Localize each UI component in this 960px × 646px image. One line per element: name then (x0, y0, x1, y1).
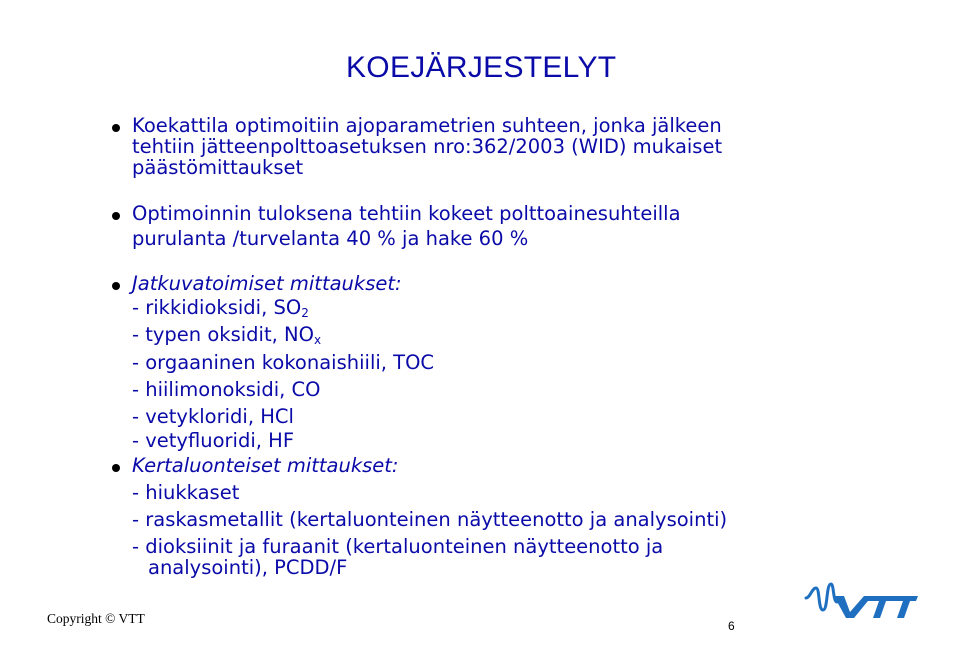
slide-title: KOEJÄRJESTELYT (346, 51, 617, 84)
measurement-item: - raskasmetallit (kertaluonteinen näytteenotto ja analysointi) (132, 508, 728, 531)
bullet-2-line-2: purulanta /turvelanta 40 % ja hake 60 % (132, 227, 529, 250)
bullet-marker (112, 212, 120, 220)
measurement-item: - typen oksidit, $NO_x$ (132, 323, 322, 347)
bullet-marker (112, 124, 120, 132)
bullet-1-line-2: tehtiin jätteenpolttoasetuksen nro:362/2003 (WID) mukaiset (132, 135, 723, 158)
vtt-logo-text: VTT (804, 576, 806, 577)
measurement-item: analysointi), PCDD/F (148, 556, 348, 579)
measurement-item: - vetykloridi, HCl (132, 405, 294, 428)
bullet-marker (112, 282, 120, 290)
bullet-2-line-1: Optimoinnin tuloksena tehtiin kokeet polttoainesuhteilla (132, 202, 681, 225)
measurement-item: - hiilimonoksidi, CO (132, 378, 321, 401)
measurement-item: - rikkidioksidi, $SO_2$ (132, 296, 309, 320)
bullet-1-line-3: päästömittaukset (132, 156, 304, 179)
bullet-marker (112, 464, 120, 472)
measurement-item: - orgaaninen kokonaishiili, TOC (132, 351, 435, 374)
copyright-notice: Copyright © VTT (47, 611, 145, 626)
bullet-1-line-1: Koekattila optimoitiin ajoparametrien suhteen, jonka jälkeen (132, 114, 722, 137)
continuous-measurements-heading: Jatkuvatoimiset mittaukset: (132, 272, 402, 295)
vtt-logo-icon (804, 576, 920, 624)
measurement-item: - vetyfluoridi, HF (132, 429, 295, 452)
measurement-item: - hiukkaset (132, 481, 240, 504)
measurement-item: - dioksiinit ja furaanit (kertaluonteinen näytteenotto ja (132, 535, 664, 558)
page-number: 6 (728, 619, 735, 633)
one-time-measurements-heading: Kertaluonteiset mittaukset: (132, 454, 399, 477)
